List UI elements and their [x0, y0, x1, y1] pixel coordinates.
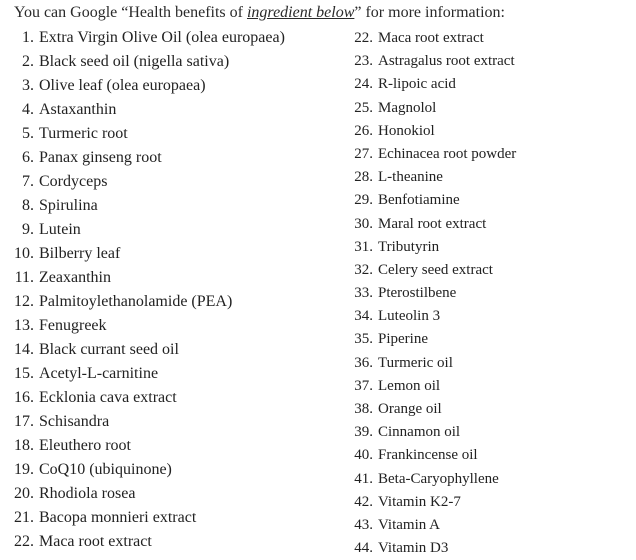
- item-name: Maral root extract: [378, 215, 487, 232]
- list-item: [340, 328, 636, 351]
- item-name: Vitamin A: [378, 516, 441, 533]
- item-number: 43.: [354, 516, 373, 533]
- item-number: 13.: [14, 317, 34, 334]
- list-item: [340, 50, 636, 73]
- item-name: Schisandra: [39, 413, 110, 430]
- item-name: Tributyrin: [378, 238, 440, 255]
- ingredient-list-right: [340, 27, 636, 560]
- item-name: Celery seed extract: [378, 261, 493, 278]
- item-number: 4.: [22, 101, 34, 118]
- item-number: 44.: [354, 540, 373, 557]
- item-number: 31.: [354, 238, 373, 255]
- item-name: Bacopa monnieri extract: [39, 509, 197, 526]
- item-number: 24.: [354, 76, 373, 93]
- item-number: 39.: [354, 424, 373, 441]
- list-item: [340, 143, 636, 166]
- item-number: 8.: [22, 197, 34, 214]
- item-number: 23.: [354, 53, 373, 70]
- ingredient-list-left: [0, 27, 340, 555]
- list-item: [340, 468, 636, 491]
- item-number: 14.: [14, 341, 34, 358]
- list-item: [0, 27, 340, 51]
- list-item: [340, 120, 636, 143]
- item-number: 29.: [354, 192, 373, 209]
- item-number: 32.: [354, 261, 373, 278]
- item-number: 5.: [22, 125, 34, 142]
- list-item: [0, 123, 340, 147]
- intro-after: ” for more information:: [354, 4, 505, 21]
- item-name: Turmeric root: [39, 125, 128, 142]
- item-name: Fenugreek: [39, 317, 107, 334]
- item-name: Olive leaf (olea europaea): [39, 77, 206, 94]
- item-number: 12.: [14, 293, 34, 310]
- item-number: 34.: [354, 308, 373, 325]
- list-item: [340, 537, 636, 560]
- intro-before: You can Google “Health benefits of: [14, 4, 247, 21]
- list-item: [0, 339, 340, 363]
- list-item: [0, 483, 340, 507]
- item-name: Maca root extract: [39, 533, 152, 550]
- item-name: Zeaxanthin: [39, 269, 111, 286]
- item-number: 18.: [14, 437, 34, 454]
- item-name: Maca root extract: [378, 30, 484, 46]
- list-item: [340, 97, 636, 120]
- list-item: [0, 171, 340, 195]
- list-item: [0, 243, 340, 267]
- list-item: [0, 531, 340, 555]
- list-item: [0, 75, 340, 99]
- item-number: 27.: [354, 145, 373, 162]
- list-item: [340, 189, 636, 212]
- item-number: 30.: [354, 215, 373, 232]
- item-name: Extra Virgin Olive Oil (olea europaea): [39, 29, 285, 46]
- item-name: Rhodiola rosea: [39, 485, 136, 502]
- item-number: 36.: [354, 354, 373, 371]
- item-number: 21.: [14, 509, 34, 526]
- item-number: 22.: [14, 533, 34, 550]
- item-number: 38.: [354, 401, 373, 417]
- list-item: [340, 166, 636, 189]
- list-item: [340, 27, 636, 50]
- list-item: [340, 421, 636, 444]
- item-name: R-lipoic acid: [378, 76, 456, 93]
- list-item: [0, 219, 340, 243]
- item-number: 40.: [354, 447, 373, 464]
- list-item: [0, 459, 340, 483]
- item-name: Black currant seed oil: [39, 341, 179, 358]
- item-name: Benfotiamine: [378, 192, 460, 209]
- list-item: [340, 491, 636, 514]
- item-number: 22.: [354, 30, 373, 46]
- item-name: Turmeric oil: [378, 354, 453, 371]
- item-number: 3.: [22, 77, 34, 94]
- item-number: 2.: [22, 53, 34, 70]
- item-number: 1.: [22, 29, 34, 46]
- list-item: [0, 147, 340, 171]
- list-item: [340, 305, 636, 328]
- item-name: L-theanine: [378, 169, 443, 186]
- item-number: 11.: [14, 269, 34, 286]
- item-name: Lemon oil: [378, 377, 441, 394]
- item-name: Ecklonia cava extract: [39, 389, 177, 406]
- item-number: 19.: [14, 461, 34, 478]
- item-number: 41.: [354, 470, 373, 487]
- list-item: [340, 398, 636, 421]
- item-name: Echinacea root powder: [378, 145, 517, 162]
- list-item: [340, 444, 636, 467]
- item-number: 25.: [354, 99, 373, 116]
- item-number: 16.: [14, 389, 34, 406]
- list-item: [0, 507, 340, 531]
- list-item: [340, 213, 636, 236]
- list-item: [0, 291, 340, 315]
- item-name: Spirulina: [39, 197, 98, 214]
- item-name: Black seed oil (nigella sativa): [39, 53, 230, 70]
- list-item: [0, 267, 340, 291]
- item-name: Acetyl-L-carnitine: [39, 365, 159, 382]
- item-number: 37.: [354, 377, 373, 394]
- list-item: [340, 259, 636, 282]
- item-name: Vitamin D3: [378, 540, 449, 557]
- list-item: [0, 195, 340, 219]
- item-name: Lutein: [39, 221, 81, 238]
- list-item: [340, 352, 636, 375]
- item-name: Pterostilbene: [378, 285, 457, 302]
- item-number: 7.: [22, 173, 34, 190]
- intro-text: [14, 3, 505, 23]
- item-number: 15.: [14, 365, 34, 382]
- list-item: [340, 375, 636, 398]
- item-name: Beta-Caryophyllene: [378, 470, 499, 487]
- list-item: [340, 73, 636, 96]
- item-number: 20.: [14, 485, 34, 502]
- item-number: 6.: [22, 149, 34, 166]
- item-number: 33.: [354, 285, 373, 302]
- item-number: 35.: [354, 331, 373, 348]
- intro-emphasis: ingredient below: [246, 4, 355, 21]
- item-name: Frankincense oil: [378, 447, 478, 464]
- item-name: Vitamin K2-7: [378, 493, 461, 510]
- item-name: Luteolin 3: [378, 308, 441, 325]
- list-item: [0, 99, 340, 123]
- list-item: [0, 51, 340, 75]
- list-item: [0, 435, 340, 459]
- item-name: Piperine: [378, 331, 428, 348]
- item-name: Astaxanthin: [39, 101, 117, 118]
- item-number: 17.: [14, 413, 34, 430]
- item-name: Magnolol: [378, 99, 437, 116]
- list-item: [340, 282, 636, 305]
- item-number: 42.: [354, 493, 373, 510]
- item-name: Cordyceps: [39, 173, 108, 190]
- item-name: Eleuthero root: [39, 437, 131, 454]
- list-item: [0, 363, 340, 387]
- list-item: [340, 514, 636, 537]
- item-name: Astragalus root extract: [378, 53, 515, 70]
- list-item: [340, 236, 636, 259]
- list-item: [0, 411, 340, 435]
- item-name: Bilberry leaf: [39, 245, 121, 262]
- item-name: Honokiol: [378, 122, 435, 139]
- item-number: 26.: [354, 122, 373, 139]
- list-item: [0, 315, 340, 339]
- item-name: CoQ10 (ubiquinone): [39, 461, 172, 478]
- item-number: 10.: [14, 245, 34, 262]
- item-name: Orange oil: [378, 401, 442, 417]
- list-item: [0, 387, 340, 411]
- item-name: Palmitoylethanolamide (PEA): [39, 293, 233, 310]
- item-name: Panax ginseng root: [39, 149, 162, 166]
- item-number: 28.: [354, 169, 373, 186]
- item-name: Cinnamon oil: [378, 424, 461, 441]
- item-number: 9.: [22, 221, 34, 238]
